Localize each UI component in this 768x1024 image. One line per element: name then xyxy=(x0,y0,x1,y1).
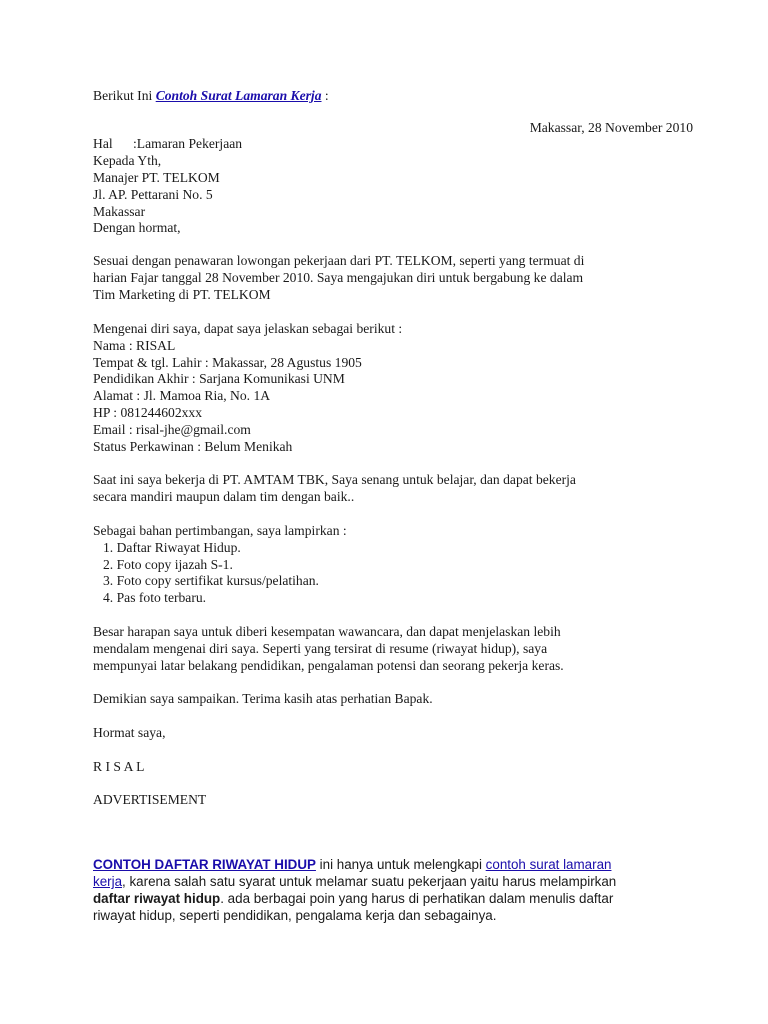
paragraph-line: Saat ini saya bekerja di PT. AMTAM TBK, Saya senang untuk belajar, dan dapat bekerja xyxy=(93,472,576,487)
paragraph-line: Besar harapan saya untuk diberi kesempatan wawancara, dan dapat menjelaskan lebih xyxy=(93,624,561,639)
paragraph-line: harian Fajar tanggal 28 November 2010. Saya mengajukan diri untuk bergabung ke dalam xyxy=(93,270,584,285)
recipient-line: Manajer PT. TELKOM xyxy=(93,170,220,185)
intro-link[interactable]: Contoh Surat Lamaran Kerja xyxy=(155,88,322,103)
footer-text: , karena salah satu syarat untuk melamar suatu pekerjaan yaitu harus melampirkan xyxy=(122,874,617,889)
salutation: Dengan hormat, xyxy=(93,220,181,235)
personal-intro: Mengenai diri saya, dapat saya jelaskan sebagai berikut : xyxy=(93,321,403,336)
personal-detail: Email : risal-jhe@gmail.com xyxy=(93,422,251,437)
closing-line: Demikian saya sampaikan. Terima kasih atas perhatian Bapak. xyxy=(93,691,433,706)
advertisement-label: ADVERTISEMENT xyxy=(93,792,207,807)
paragraph-line: Sesuai dengan penawaran lowongan pekerjaan dari PT. TELKOM, seperti yang termuat di xyxy=(93,253,585,268)
hal-line xyxy=(93,136,242,153)
personal-detail: Pendidikan Akhir : Sarjana Komunikasi UNM xyxy=(93,371,345,386)
personal-detail: Status Perkawinan : Belum Menikah xyxy=(93,439,293,454)
paragraph-line: Tim Marketing di PT. TELKOM xyxy=(93,287,271,302)
date-line: Makassar, 28 November 2010 xyxy=(529,120,693,135)
riwayat-hidup-link[interactable]: CONTOH DAFTAR RIWAYAT HIDUP xyxy=(93,857,316,872)
recipient-line: Makassar xyxy=(93,204,146,219)
personal-detail: HP : 081244602xxx xyxy=(93,405,203,420)
footer-line-1 xyxy=(93,857,611,874)
regards-line: Hormat saya, xyxy=(93,725,166,740)
recipient-line: Kepada Yth, xyxy=(93,153,162,168)
attachment-item: 2. Foto copy ijazah S-1. xyxy=(103,557,233,572)
hal-label: Hal xyxy=(93,136,113,151)
intro-prefix: Berikut Ini xyxy=(93,88,156,103)
footer-line-2 xyxy=(93,874,616,891)
attachment-item: 3. Foto copy sertifikat kursus/pelatihan. xyxy=(103,573,319,588)
footer-bold-text: daftar riwayat hidup xyxy=(93,891,221,906)
recipient-line: Jl. AP. Pettarani No. 5 xyxy=(93,187,213,202)
surat-lamaran-link-cont[interactable]: kerja xyxy=(93,874,123,889)
intro-suffix: : xyxy=(321,88,329,103)
footer-text: . ada berbagai poin yang harus di perhatikan dalam menulis daftar xyxy=(220,891,614,906)
footer-line-4: riwayat hidup, seperti pendidikan, pengalama kerja dan sebagainya. xyxy=(93,908,497,923)
attachments-intro: Sebagai bahan pertimbangan, saya lampirkan : xyxy=(93,523,347,538)
signature: R I S A L xyxy=(93,759,145,774)
surat-lamaran-link[interactable]: contoh surat lamaran xyxy=(485,857,612,872)
footer-text: ini hanya untuk melengkapi xyxy=(315,857,486,872)
paragraph-line: mendalam mengenai diri saya. Seperti yang tersirat di resume (riwayat hidup), saya xyxy=(93,641,548,656)
attachment-item: 4. Pas foto terbaru. xyxy=(103,590,207,605)
paragraph-line: mempunyai latar belakang pendidikan, pengalaman potensi dan seorang pekerja keras. xyxy=(93,658,564,673)
paragraph-line: secara mandiri maupun dalam tim dengan baik.. xyxy=(93,489,355,504)
personal-detail: Tempat & tgl. Lahir : Makassar, 28 Agustus 1905 xyxy=(93,355,362,370)
personal-detail: Alamat : Jl. Mamoa Ria, No. 1A xyxy=(93,388,271,403)
footer-line-3 xyxy=(93,891,613,908)
intro-line xyxy=(93,88,329,105)
hal-value: :Lamaran Pekerjaan xyxy=(133,136,243,151)
attachment-item: 1. Daftar Riwayat Hidup. xyxy=(103,540,241,555)
personal-detail: Nama : RISAL xyxy=(93,338,176,353)
